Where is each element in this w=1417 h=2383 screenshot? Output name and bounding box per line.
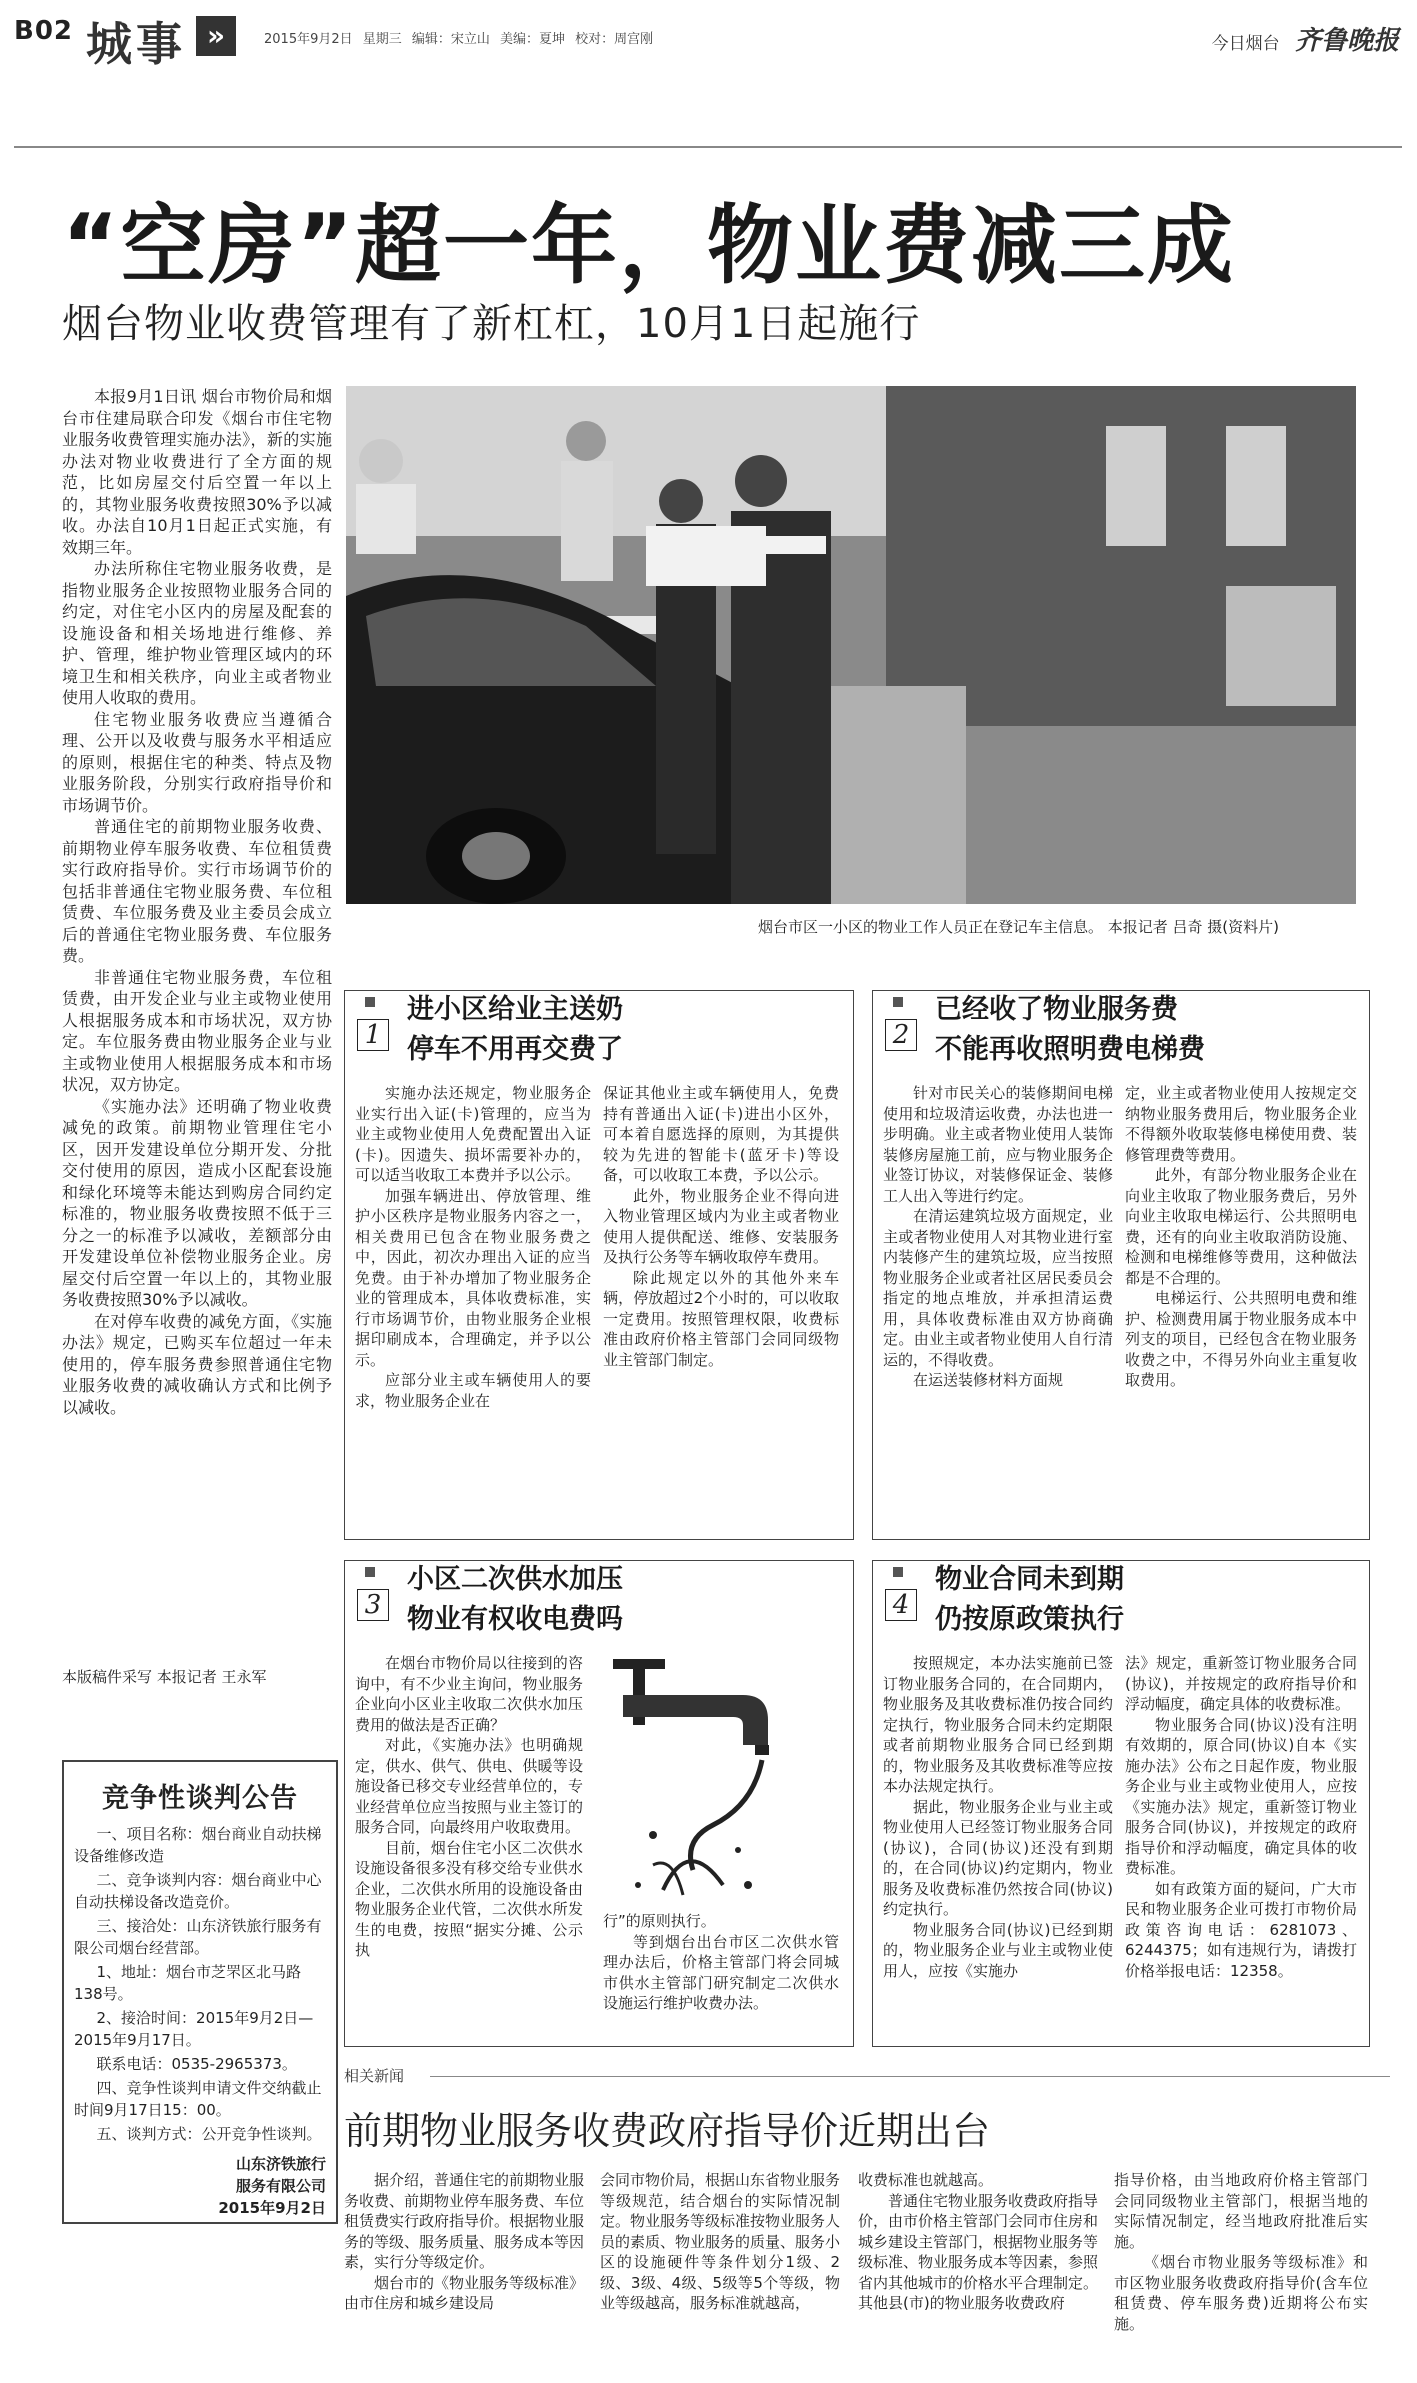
notice-date: 2015年9月2日 (218, 2199, 326, 2217)
box-title-line1: 小区二次供水加压 (407, 1564, 623, 1595)
box-title-line2: 停车不用再交费了 (407, 1034, 623, 1065)
box-column (603, 1083, 839, 1370)
box-paragraph: 物业服务合同(协议)没有注明有效期的，原合同(协议)自本《实施办法》公布之日起作废，物业服务企业与业主或物业使用人，应按《实施办法》规定，重新签订物业服务合同(协议)，并按规定的政府指导价和浮动幅度，确定具体的收费标准。 (1125, 1715, 1357, 1877)
notice-signer: 服务有限公司 (235, 2177, 326, 2195)
related-paragraph: 指导价格，由当地政府价格主管部门会同同级物业主管部门，根据当地的实际情况制定，经当地政府批准后实施。 (1114, 2171, 1368, 2251)
box-paragraph: 在清运建筑垃圾方面规定，业主或者物业使用人对其物业进行室内装修产生的建筑垃圾，应当按照物业服务企业或者社区居民委员会指定的地点堆放，并承担清运费用，具体收费标准由双方协商确定。由业主或者物业使用人自行清运的，不得收费。 (883, 1207, 1113, 1369)
related-column (600, 2170, 840, 2314)
headline: “空房”超一年，物业费减三成 (62, 196, 1236, 296)
box-title-line1: 物业合同未到期 (935, 1564, 1124, 1595)
box-paragraph: 应部分业主或车辆使用人的要求，物业服务企业在 (355, 1371, 591, 1410)
subhead: 烟台物业收费管理有了新杠杠，10月1日起施行 (62, 301, 921, 347)
box-title-line2: 仍按原政策执行 (935, 1604, 1124, 1635)
box-paragraph: 目前，烟台住宅小区二次供水设施设备很多没有移交给专业供水企业，二次供水所用的设施设备由物业服务企业代管，二次供水所发生的电费，按照“据实分摊、公示执 (355, 1838, 583, 1959)
left-paragraph: 非普通住宅物业服务费，车位租赁费，由开发企业与业主或物业使用人根据服务成本和市场状况，双方协定。车位服务费由物业服务企业与业主或物业使用人根据服务成本和市场状况，双方协定。 (62, 967, 332, 1094)
left-article (62, 386, 332, 1418)
notice-item: 三、接洽处：山东济铁旅行服务有限公司烟台经营部。 (74, 1917, 322, 1957)
photo-illustration (346, 386, 1356, 904)
box-paragraph: 此外，物业服务企业不得向进入物业管理区域内为业主或者物业使用人提供配送、维修、安装服务及执行公务等车辆收取停车费用。 (603, 1186, 839, 1266)
left-paragraph: 住宅物业服务收费应当遵循合理、公开以及收费与服务水平相适应的原则，根据住宅的种类、特点及物业服务阶段，分别实行政府指导价和市场调节价。 (62, 709, 332, 815)
header-right (1212, 20, 1399, 57)
section-name: 城事 (86, 17, 186, 71)
box-paragraph: 对此，《实施办法》也明确规定，供水、供气、供电、供暖等设施设备已移交专业经营单位的，专业经营单位应当按照与业主签订的服务合同，向最终用户收取费用。 (355, 1736, 583, 1836)
page-header (0, 0, 1417, 70)
notice-item: 二、竞争谈判内容：烟台商业中心自动扶梯设备改造竞价。 (74, 1871, 322, 1911)
header-divider (14, 146, 1402, 148)
box-paragraph: 行”的原则执行。 (603, 1912, 716, 1930)
related-news-label: 相关新闻 (344, 2067, 405, 2085)
related-paragraph: 普通住宅物业服务收费政府指导价，由市价格主管部门会同市住房和城乡建设主管部门，根据物业服务等级标准、物业服务成本等因素，参照省内其他城市的价格水平合理制定。其他县(市)的物业服务收费政府 (858, 2191, 1099, 2312)
box-paragraph: 如有政策方面的疑问，广大市民和物业服务企业可拨打市物价局政策咨询电话：6281073、6244375；如有违规行为，请拨打价格举报电话：12358。 (1125, 1879, 1357, 1980)
box-paragraph: 据此，物业服务企业与业主或物业使用人已经签订物业服务合同(协议)，合同(协议)还没有到期的，在合同(协议)约定期内，物业服务及收费标准仍然按合同(协议)约定执行。 (883, 1797, 1113, 1918)
box-paragraph: 物业服务合同(协议)已经到期的，物业服务企业与业主或物业使用人，应按《实施办 (883, 1920, 1113, 1980)
related-column (344, 2170, 584, 2314)
photo-caption: 烟台市区一小区的物业工作人员正在登记车主信息。 本报记者 吕奇 摄(资料片) (758, 918, 1280, 936)
notice-item: 1、地址：烟台市芝罘区北马路138号。 (74, 1963, 302, 2003)
box-paragraph: 加强车辆进出、停放管理、维护小区秩序是物业服务内容之一，相关费用已包含在物业服务费之中，因此，初次办理出入证的应当免费。由于补办增加了物业服务企业的管理成本，具体收费标准，实行市场调节价，由物业服务企业根据印刷成本，合理确定，并予以公示。 (355, 1186, 591, 1369)
box-column (1125, 1653, 1357, 1981)
related-paragraph: 收费标准也就越高。 (858, 2171, 994, 2189)
header-right-label: 今日烟台 (1211, 34, 1280, 54)
box-paragraph: 在烟台市物价局以往接到的咨询中，有不少业主询问，物业服务企业向小区业主收取二次供水加压费用的做法是否正确？ (355, 1654, 583, 1734)
box-paragraph: 定，业主或者物业使用人按规定交纳物业服务费用后，物业服务企业不得额外收取装修电梯使用费、装修管理费等费用。 (1125, 1084, 1357, 1164)
box-paragraph: 电梯运行、公共照明电费和维护、检测费用属于物业服务成本中列支的项目，已经包含在物业服务收费之中，不得另外向业主重复收取费用。 (1125, 1289, 1357, 1389)
related-column (858, 2170, 1098, 2314)
box-title-line1: 进小区给业主送奶 (407, 994, 623, 1025)
section-number: 3 (357, 1589, 389, 1621)
related-column (1114, 2170, 1368, 2334)
left-paragraph: 在对停车收费的减免方面，《实施办法》规定，已购买车位超过一年未使用的，停车服务费参照普通住宅物业服务收费的减收确认方式和比例予以减收。 (62, 1311, 332, 1417)
bullet-square-icon (365, 997, 375, 1007)
left-paragraph: 办法所称住宅物业服务收费，是指物业服务企业按照物业服务合同的约定，对住宅小区内的房屋及配套的设施设备和相关场地进行维修、养护、管理，维护物业管理区域内的环境卫生和相关秩序，向业主或者物业使用人收取的费用。 (62, 559, 332, 707)
bullet-square-icon (365, 1567, 375, 1577)
notice-title: 竞争性谈判公告 (102, 1783, 298, 1814)
left-paragraph: 《实施办法》还明确了物业收费减免的政策。前期物业管理住宅小区，因开发建设单位分期开发、分批交付使用的原因，造成小区配套设施和绿化环境等未能达到购房合同约定标准的，物业服务收费按照不低于三分之一的标准予以减收，差额部分由开发建设单位补偿物业服务企业。房屋交付后空置一年以上的，其物业服务收费按照30%予以减收。 (62, 1096, 332, 1309)
header-info: 2015年9月2日 星期三 编辑：宋立山 美编：夏坤 校对：周宫刚 (264, 32, 654, 47)
notice-item: 五、谈判方式：公开竞争性谈判。 (96, 2125, 322, 2143)
box-column (603, 1911, 839, 2014)
left-paragraph: 本报9月1日讯 烟台市物价局和烟台市住建局联合印发《烟台市住宅物业服务收费管理实施办法》，新的实施办法对物业收费进行了全方面的规范，比如房屋交付后空置一年以上的，其物业服务收费按照30%予以减收。办法自10月1日起正式实施，有效期三年。 (62, 387, 332, 557)
box-title-line2: 不能再收照明费电梯费 (935, 1034, 1205, 1065)
notice-item: 四、竞争性谈判申请文件交纳截止时间9月17日15：00。 (74, 2079, 322, 2119)
box-column (1125, 1083, 1357, 1391)
page-number: B02 (14, 16, 73, 46)
section-number: 2 (885, 1019, 917, 1051)
box-title-line2: 物业有权收电费吗 (407, 1604, 623, 1635)
notice-item: 2、接洽时间：2015年9月2日—2015年9月17日。 (74, 2009, 314, 2049)
bullet-square-icon (893, 1567, 903, 1577)
bullet-square-icon (893, 997, 903, 1007)
notice-item: 一、项目名称：烟台商业自动扶梯设备维修改造 (74, 1825, 322, 1865)
subsection-box-1 (344, 990, 854, 1540)
subsection-box-4 (872, 1560, 1370, 2047)
section-number: 4 (885, 1589, 917, 1621)
notice-item: 联系电话：0535-2965373。 (96, 2055, 297, 2073)
box-paragraph: 除此规定以外的其他外来车辆，停放超过2个小时的，可以收取一定费用。按照管理权限，收费标准由政府价格主管部门会同同级物业主管部门制定。 (603, 1268, 839, 1369)
box-paragraph: 在运送装修材料方面规 (913, 1371, 1064, 1389)
box-paragraph: 等到烟台出台市区二次供水管理办法后，价格主管部门将会同城市供水主管部门研究制定二次供水设施运行维护收费办法。 (603, 1932, 839, 2012)
author-credit: 本版稿件采写 本报记者 王永军 (62, 1668, 267, 1686)
box-paragraph: 针对市民关心的装修期间电梯使用和垃圾清运收费，办法也进一步明确。业主或者物业使用人装饰装修房屋施工前，应与物业服务企业签订协议，对装修保证金、装修工人出入等进行约定。 (883, 1084, 1113, 1205)
box-column (355, 1653, 583, 1961)
box-paragraph: 法》规定，重新签订物业服务合同(协议)，并按规定的政府指导价和浮动幅度，确定具体的收费标准。 (1125, 1654, 1357, 1713)
related-paragraph: 《烟台市物业服务等级标准》和市区物业服务收费政府指导价(含车位租赁费、停车服务费)近期将公布实施。 (1114, 2253, 1368, 2333)
news-photo (346, 386, 1356, 904)
subsection-box-2 (872, 990, 1370, 1540)
related-paragraph: 烟台市的《物业服务等级标准》由市住房和城乡建设局 (344, 2273, 585, 2312)
faucet-icon (593, 1655, 783, 1905)
newspaper-logo: 齐鲁晚报 (1294, 26, 1399, 56)
related-news-title: 前期物业服务收费政府指导价近期出台 (344, 2109, 991, 2153)
related-divider (430, 2076, 1390, 2077)
related-paragraph: 会同市物价局，根据山东省物业服务等级规范，结合烟台的实际情况制定。物业服务等级标准按物业服务人员的素质、物业服务的质量、服务小区的设施硬件等条件划分1级、2级、3级、4级、5级等5个等级，物业等级越高，服务标准就越高， (600, 2171, 841, 2312)
chevron-right-icon: » (196, 16, 236, 56)
box-paragraph: 按照规定，本办法实施前已签订物业服务合同的，在合同期内，物业服务及其收费标准仍按合同约定执行，物业服务合同未约定期限或者前期物业服务合同已经到期的，物业服务及其收费标准等应按本办法规定执行。 (883, 1654, 1113, 1795)
box-title-line1: 已经收了物业服务费 (935, 994, 1178, 1025)
box-column (355, 1083, 591, 1411)
tender-notice (62, 1760, 338, 2224)
box-paragraph: 实施办法还规定，物业服务企业实行出入证(卡)管理的，应当为业主或物业使用人免费配置出入证(卡)。因遗失、损坏需要补办的，可以适当收取工本费并予以公示。 (355, 1084, 591, 1184)
subsection-box-3 (344, 1560, 854, 2047)
box-column (883, 1083, 1113, 1391)
section-number: 1 (357, 1019, 389, 1051)
notice-body (64, 1815, 336, 2219)
left-paragraph: 普通住宅的前期物业服务收费、前期物业停车服务收费、车位租赁费实行政府指导价。实行市场调节价的包括非普通住宅物业服务费、车位租赁费、车位服务费及业主委员会成立后的普通住宅物业服务费、车位服务费。 (62, 817, 332, 965)
box-column (883, 1653, 1113, 1981)
related-paragraph: 据介绍，普通住宅的前期物业服务收费、前期物业停车服务费、车位租赁费实行政府指导价。根据物业服务的等级、服务质量、服务成本等因素，实行分等级定价。 (344, 2171, 585, 2271)
box-paragraph: 保证其他业主或车辆使用人，免费持有普通出入证(卡)进出小区外，可本着自愿选择的原则，为其提供较为先进的智能卡(蓝牙卡)等设备，可以收取工本费，予以公示。 (603, 1084, 839, 1184)
box-paragraph: 此外，有部分物业服务企业在向业主收取了物业服务费后，另外向业主收取电梯运行、公共照明电费，还有的向业主收取消防设施、检测和电梯维修等费用，这种做法都是不合理的。 (1125, 1166, 1357, 1287)
notice-signer: 山东济铁旅行 (235, 2155, 326, 2173)
